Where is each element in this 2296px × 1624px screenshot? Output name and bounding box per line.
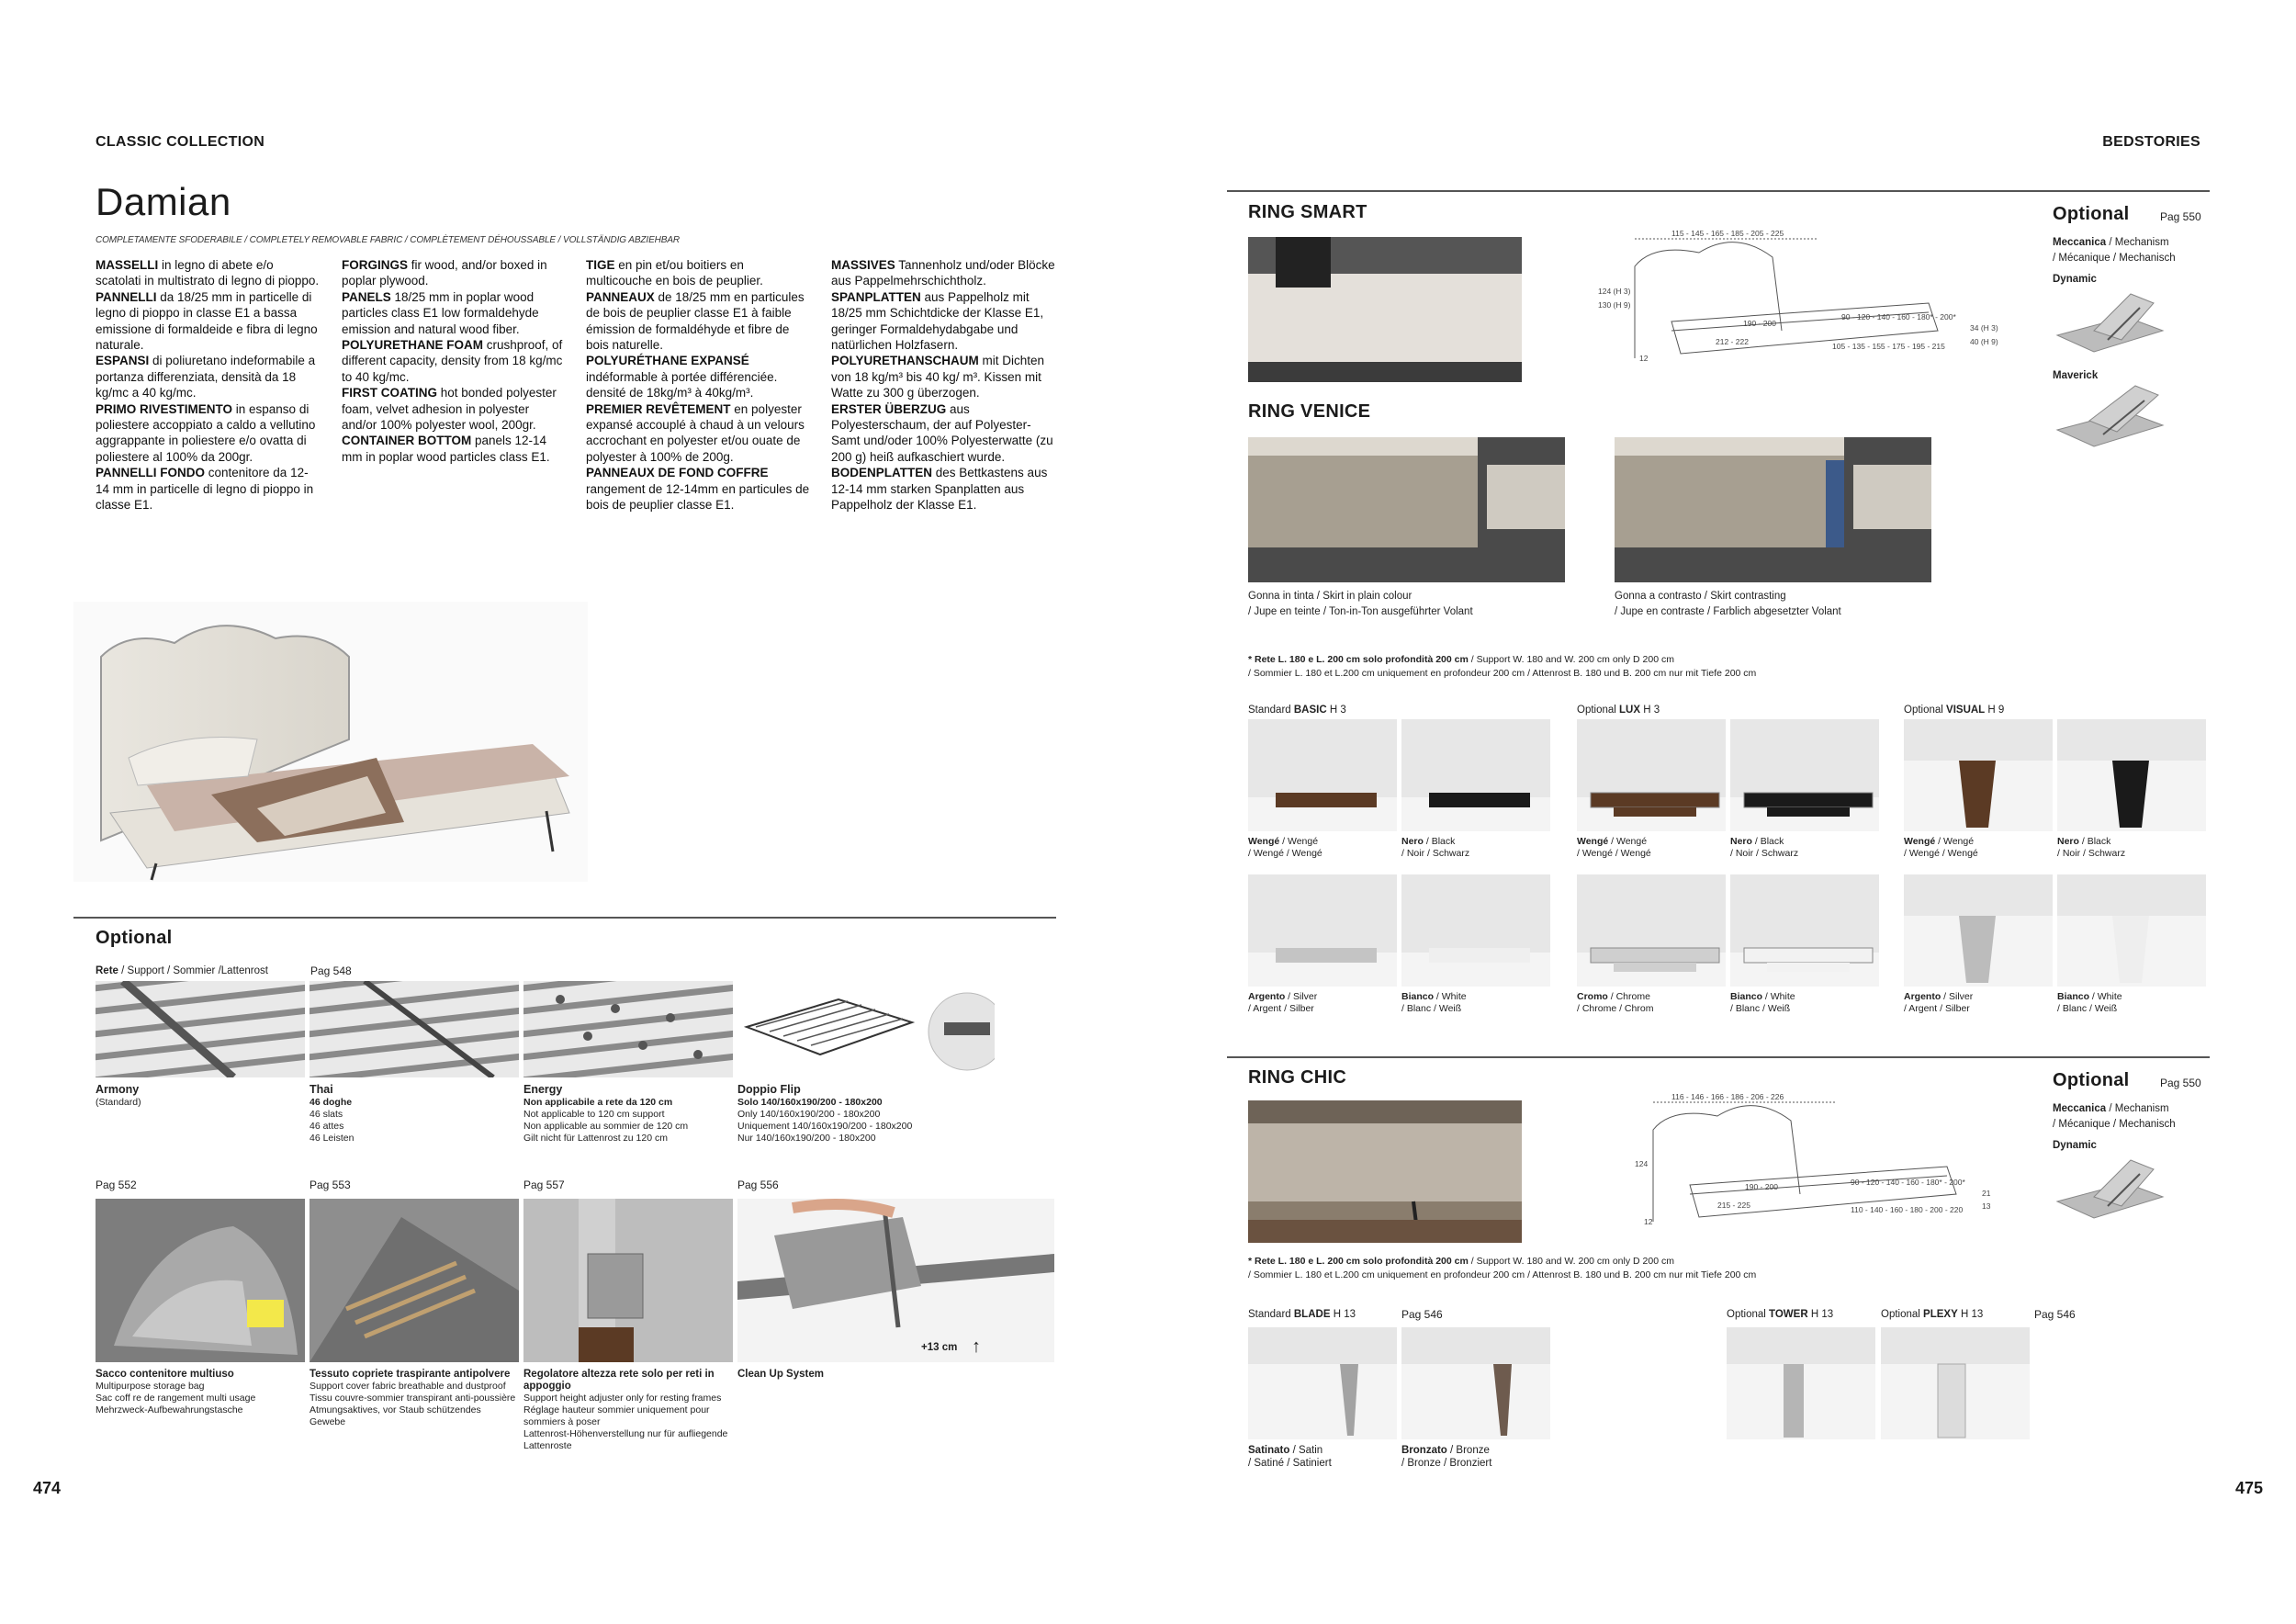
damian-bed-image	[73, 602, 588, 882]
optional-smart-pag: Pag 550	[2160, 210, 2201, 223]
chic-dim-110: 110 - 140 - 160 - 180 - 200 - 220	[1851, 1205, 1964, 1214]
mechanism-dynamic-label: Dynamic	[2053, 274, 2097, 285]
chic-mechanism-dynamic-label: Dynamic	[2053, 1140, 2097, 1151]
support-note-1: * Rete L. 180 e L. 200 cm solo profondità 200 cm / Support W. 180 and W. 200 cm only D 200 cm	[1248, 654, 1674, 665]
tower-foot-image	[1727, 1327, 1875, 1439]
ring-chic-divider	[1227, 1056, 2210, 1058]
chic-dim-widths: 116 - 146 - 166 - 186 - 206 - 226	[1671, 1092, 1784, 1101]
foot-image	[2057, 874, 2206, 987]
foot-label: Wengé / Wengé / Wengé / Wengé	[1904, 836, 1978, 859]
plexy-feet-title: Optional PLEXY H 13	[1881, 1309, 1984, 1320]
spec-entry: PANELS 18/25 mm in poplar wood particles class E1 low formaldehyde emission and natural wood fiber.	[342, 289, 539, 336]
smart-dim-212: 212 - 222	[1716, 337, 1749, 346]
slat-label: Armony (Standard)	[96, 1083, 141, 1108]
ring-smart-image	[1248, 237, 1522, 382]
foot-image	[1730, 874, 1879, 987]
blade-foot-satin-image	[1248, 1327, 1397, 1439]
feet-group-title: Standard BASIC H 3	[1248, 705, 1346, 716]
foot-image	[1904, 719, 2053, 831]
slat-image-doppio-flip	[737, 981, 995, 1077]
spec-entry: ESPANSI di poliuretano indeformabile a portanza differenziata, densità da 18 kg/mc a 40 kg/mc.	[96, 354, 316, 400]
ring-smart-dimension-drawing	[1598, 220, 2011, 381]
spec-entry: MASSELLI in legno di abete e/o scatolati in multistrato di legno di pioppo.	[96, 258, 320, 288]
spec-col-en	[342, 257, 567, 465]
smart-dim-12: 12	[1639, 354, 1649, 363]
accessory-pag: Pag 553	[310, 1179, 351, 1191]
foot-label: Bianco / White / Blanc / Weiß	[1401, 991, 1467, 1014]
foot-image	[1248, 719, 1397, 831]
foot-image	[2057, 719, 2206, 831]
foot-label: Bianco / White / Blanc / Weiß	[1730, 991, 1795, 1014]
accessory-image-storage-bag	[96, 1199, 305, 1362]
support-note-1b: / Sommier L. 180 et L.200 cm uniquement en profondeur 200 cm / Attenrost B. 180 und B. 200 cm nur mit Tiefe 200 cm	[1248, 668, 1757, 679]
spec-entry: CONTAINER BOTTOM panels 12-14 mm in poplar wood particles class E1.	[342, 434, 550, 464]
brand-header: BEDSTORIES	[2102, 134, 2200, 150]
accessory-image-height-adjuster	[523, 1199, 733, 1362]
accessory-label: Tessuto copriete traspirante antipolvere Support cover fabric breathable and dustproof Tissu couvre-sommier transpirant anti-poussière Atmungsaktives, vor Staub schützendes Gewebe	[310, 1369, 516, 1427]
ring-venice-plain-image	[1248, 437, 1565, 582]
collection-header: CLASSIC COLLECTION	[96, 134, 265, 150]
spec-col-fr	[586, 257, 811, 513]
foot-image	[1248, 874, 1397, 987]
foot-label: Argento / Silver / Argent / Silber	[1248, 991, 1318, 1014]
accessory-label: Clean Up System	[737, 1369, 824, 1380]
spec-entry: PANNEAUX DE FOND COFFRE rangement de 12-14mm en particules de bois de peuplier classe E1.	[586, 466, 810, 513]
foot-label: Nero / Black / Noir / Schwarz	[1730, 836, 1799, 859]
venice-contrast-caption-2: / Jupe en contraste / Farblich abgesetzter Volant	[1615, 606, 1841, 617]
optional-chic-title: Optional	[2053, 1070, 2130, 1090]
foot-label: Bianco / White / Blanc / Weiß	[2057, 991, 2122, 1014]
optional-chic-mech2: / Mécanique / Mechanisch	[2053, 1119, 2176, 1130]
smart-dim-widths: 115 - 145 - 165 - 185 - 205 - 225	[1671, 229, 1784, 238]
blade-pag: Pag 546	[1401, 1308, 1443, 1321]
plexy-foot-image	[1881, 1327, 2030, 1439]
foot-image	[1904, 874, 2053, 987]
spec-entry: PANNELLI FONDO contenitore da 12-14 mm in particelle di legno di pioppo in classe E1.	[96, 466, 314, 513]
smart-dim-105: 105 - 135 - 155 - 175 - 195 - 215	[1832, 342, 1945, 351]
foot-image	[1401, 874, 1550, 987]
spec-entry: ERSTER ÜBERZUG aus Polyesterschaum, der auf Polyester-Samt und/oder 100% Polyesterwatte (zu 200 g) heiß aufkaschiert wurde.	[831, 401, 1053, 464]
foot-label: Wengé / Wengé / Wengé / Wengé	[1577, 836, 1651, 859]
blade-feet-title: Standard BLADE H 13	[1248, 1309, 1356, 1320]
clean-up-dim: +13 cm	[921, 1342, 958, 1353]
optional-smart-mech2: / Mécanique / Mechanisch	[2053, 253, 2176, 264]
spec-entry: POLYURÉTHANE EXPANSÉ indéformable à portée différenciée. densité de 18kg/m³ à 40kg/m³.	[586, 354, 778, 400]
spec-entry: BODENPLATTEN des Bettkastens aus 12-14 mm starken Spanplatten aus Pappelholz der Klasse E1.	[831, 466, 1048, 513]
accessory-pag: Pag 552	[96, 1179, 137, 1191]
arrow-up-icon: ↑	[972, 1336, 981, 1357]
spec-entry: PANNELLI da 18/25 mm in particelle di legno di pioppo in classe E1 a bassa emissione di formaldeide e fibra di legno naturale.	[96, 289, 318, 353]
spec-entry: TIGE en pin et/ou boitiers en multicouche en bois de peuplier.	[586, 258, 763, 288]
spec-entry: FIRST COATING hot bonded polyester foam, velvet adhesion in polyester and/or 100% polyester wool, 200gr.	[342, 386, 557, 433]
ring-chic-title: RING CHIC	[1248, 1067, 1347, 1088]
mechanism-maverick-image	[2053, 384, 2167, 450]
spec-entry: SPANPLATTEN aus Pappelholz mit 18/25 mm Schichtdicke der Klasse E1, geringer Formaldehydabgabe und natürlichen Holzfasern.	[831, 289, 1044, 353]
smart-dim-h2: 130 (H 9)	[1598, 300, 1631, 310]
blade-satin-label: Satinato / Satin / Satiné / Satiniert	[1248, 1445, 1332, 1469]
accessory-label: Regolatore altezza rete solo per reti in appoggio Support height adjuster only for resting frames Réglage hauteur sommier uniquement pour sommiers à poser Lattenrost-Höhenverstellung nur für aufliegende Lattenroste	[523, 1369, 728, 1451]
support-note-2b: / Sommier L. 180 et L.200 cm uniquement en profondeur 200 cm / Attenrost B. 180 und B. 200 cm nur mit Tiefe 200 cm	[1248, 1269, 1757, 1280]
foot-image	[1730, 719, 1879, 831]
ring-smart-title: RING SMART	[1248, 202, 1367, 222]
blade-foot-bronze-image	[1401, 1327, 1550, 1439]
smart-dim-190: 190 - 200	[1743, 319, 1776, 328]
ring-chic-image	[1248, 1100, 1522, 1243]
foot-label: Cromo / Chrome / Chrome / Chrom	[1577, 991, 1654, 1014]
mechanism-dynamic-image	[2053, 289, 2167, 355]
optional-chic-pag: Pag 550	[2160, 1077, 2201, 1089]
spec-entry: PRIMO RIVESTIMENTO in espanso di poliestere accoppiato a caldo a vellutino aggrappante in poliestere e/o ovatta di poliestere al 100% da 200gr.	[96, 401, 316, 464]
ring-chic-dimension-drawing	[1616, 1084, 2011, 1245]
spec-entry: PREMIER REVÊTEMENT en polyester expansé accouplé à chaud à un velours accrochant en polyester et/ou ouate de polyester à 100% de 200g.	[586, 401, 805, 464]
chic-dim-21: 21	[1982, 1189, 1991, 1198]
slat-image-armony	[96, 981, 305, 1077]
accessory-image-clean-up	[737, 1199, 1054, 1362]
product-subtitle: COMPLETAMENTE SFODERABILE / COMPLETELY REMOVABLE FABRIC / COMPLÈTEMENT DÉHOUSSABLE / VOLLSTÄNDIG ABZIEHBAR	[96, 235, 681, 245]
optional-title: Optional	[96, 928, 173, 948]
venice-plain-caption-1: Gonna in tinta / Skirt in plain colour	[1248, 591, 1412, 602]
slat-label: Thai 46 doghe 46 slats 46 attes 46 Leisten	[310, 1083, 355, 1144]
accessory-pag: Pag 557	[523, 1179, 565, 1191]
smart-dim-34: 34 (H 3)	[1970, 323, 1998, 333]
accessory-pag: Pag 556	[737, 1179, 779, 1191]
ring-venice-contrast-image	[1615, 437, 1931, 582]
slat-image-thai	[310, 981, 519, 1077]
spec-entry: FORGINGS fir wood, and/or boxed in poplar plywood.	[342, 258, 547, 288]
spec-entry: PANNEAUX de 18/25 mm en particules de bois de peuplier classe E1 à faible émission de formaldéhyde et fibre de bois naturelle.	[586, 289, 805, 353]
chic-dim-215: 215 - 225	[1717, 1201, 1750, 1210]
smart-dim-h1: 124 (H 3)	[1598, 287, 1631, 296]
smart-dim-90: 90 - 120 - 140 - 160 - 180* - 200*	[1841, 312, 1956, 321]
spec-entry: MASSIVES Tannenholz und/oder Blöcke aus Pappelmehrschichtholz.	[831, 258, 1055, 288]
chic-mechanism-dynamic-image	[2053, 1156, 2167, 1222]
rete-label: Rete / Support / Sommier /Lattenrost	[96, 965, 268, 976]
ring-venice-title: RING VENICE	[1248, 401, 1371, 422]
feet-group-title: Optional LUX H 3	[1577, 705, 1660, 716]
page-number-left: 474	[33, 1479, 62, 1497]
rete-pag: Pag 548	[310, 964, 352, 977]
slat-label: Doppio Flip Solo 140/160x190/200 - 180x200 Only 140/160x190/200 - 180x200 Uniquement 140/160x190/200 - 180x200 Nur 140/160x190/200 - 180x200	[737, 1083, 913, 1144]
foot-label: Nero / Black / Noir / Schwarz	[2057, 836, 2126, 859]
blade-bronze-label: Bronzato / Bronze / Bronze / Bronziert	[1401, 1445, 1492, 1469]
spec-col-it	[96, 257, 321, 513]
foot-label: Argento / Silver / Argent / Silber	[1904, 991, 1974, 1014]
slat-image-energy	[523, 981, 733, 1077]
chic-dim-190: 190 - 200	[1745, 1182, 1778, 1191]
mechanism-maverick-label: Maverick	[2053, 370, 2099, 381]
spec-col-de	[831, 257, 1056, 513]
chic-dim-12: 12	[1644, 1217, 1653, 1226]
venice-plain-caption-2: / Jupe en teinte / Ton-in-Ton ausgeführter Volant	[1248, 606, 1473, 617]
feet-group-title: Optional VISUAL H 9	[1904, 705, 2005, 716]
foot-label: Wengé / Wengé / Wengé / Wengé	[1248, 836, 1322, 859]
accessory-image-cover-fabric	[310, 1199, 519, 1362]
chic-dim-90: 90 - 120 - 140 - 160 - 180* - 200*	[1851, 1178, 1965, 1187]
venice-contrast-caption-1: Gonna a contrasto / Skirt contrasting	[1615, 591, 1786, 602]
chic-dim-13: 13	[1982, 1201, 1991, 1211]
slat-label: Energy Non applicabile a rete da 120 cm Not applicable to 120 cm support Non applicable au sommier de 120 cm Gilt nicht für Lattenrost zu 120 cm	[523, 1083, 689, 1144]
spec-entry: POLYURETHANE FOAM crushproof, of different capacity, density from 18 kg/mc to 40 kg/mc.	[342, 338, 563, 384]
tower-feet-title: Optional TOWER H 13	[1727, 1309, 1834, 1320]
accessory-label: Sacco contenitore multiuso Multipurpose storage bag Sac coff re de rangement multi usage Mehrzweck-Aufbewahrungstasche	[96, 1369, 256, 1415]
foot-image	[1401, 719, 1550, 831]
optional-chic-mech: Meccanica / Mechanism	[2053, 1103, 2169, 1114]
optional-smart-mech: Meccanica / Mechanism	[2053, 237, 2169, 248]
product-title: Damian	[96, 180, 231, 223]
spec-entry: POLYURETHANSCHAUM mit Dichten von 18 kg/m³ bis 40 kg/ m³. Kissen mit Watte zu 300 g überzogen.	[831, 354, 1045, 400]
smart-dim-40: 40 (H 9)	[1970, 337, 1998, 346]
foot-image	[1577, 719, 1726, 831]
foot-image	[1577, 874, 1726, 987]
optional-divider	[73, 917, 1056, 919]
ring-smart-divider	[1227, 190, 2210, 192]
plexy-pag: Pag 546	[2034, 1308, 2076, 1321]
optional-smart-title: Optional	[2053, 204, 2130, 224]
foot-label: Nero / Black / Noir / Schwarz	[1401, 836, 1470, 859]
chic-dim-h: 124	[1635, 1159, 1649, 1168]
page-number-right: 475	[2234, 1479, 2263, 1497]
support-note-2: * Rete L. 180 e L. 200 cm solo profondità 200 cm / Support W. 180 and W. 200 cm only D 200 cm	[1248, 1256, 1674, 1267]
